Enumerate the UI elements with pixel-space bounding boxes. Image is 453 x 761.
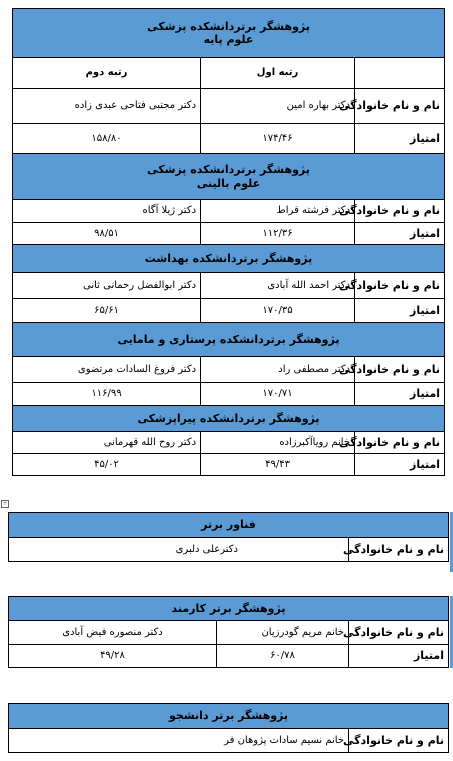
- score-label: امتیاز: [355, 223, 445, 245]
- nursing-score-second: ۱۱۶/۹۹: [13, 383, 201, 406]
- table-move-handle-icon[interactable]: +: [2, 500, 8, 507]
- health-name-second: دکتر ابوالفضل رحمانی ثانی: [13, 273, 201, 299]
- nursing-score-first: ۱۷۰/۷۱: [201, 383, 355, 406]
- technologist-header: فناور برتر: [9, 513, 449, 538]
- paramedical-header: پژوهشگر برتردانشکده پیراپزشکی: [13, 406, 445, 432]
- basic-name-second: دکتر مجتبی فتاحی عبدی زاده: [13, 89, 201, 124]
- basic-score-second: ۱۵۸/۸۰: [13, 124, 201, 154]
- rank-second-label: رتبه دوم: [13, 58, 201, 89]
- basic-score-first: ۱۷۴/۴۶: [201, 124, 355, 154]
- basic-sciences-header: [13, 9, 445, 58]
- technologist-name: دکترعلی دلبری: [9, 538, 349, 562]
- basic-sciences-title: پژوهشگر برتردانشکده پزشکی: [147, 19, 310, 33]
- nursing-header: پژوهشگر برتردانشکده پرستاری و مامایی: [13, 323, 445, 357]
- clinical-score-second: ۹۸/۵۱: [13, 223, 201, 245]
- health-header: پژوهشگر برتردانشکده بهداشت: [13, 245, 445, 273]
- student-name: خانم نسیم سادات پژوهان فر: [9, 729, 349, 753]
- paramedical-score-second: ۴۵/۰۲: [13, 454, 201, 476]
- paramedical-name-second: دکتر روح الله قهرمانی: [13, 432, 201, 454]
- health-name-first: دکتر احمد الله آبادی: [201, 273, 355, 299]
- staff-score-second: ۴۹/۲۸: [9, 645, 217, 668]
- score-label: امتیاز: [355, 383, 445, 406]
- clinical-sciences-subtitle: علوم بالینی: [196, 176, 261, 190]
- health-score-first: ۱۷۰/۳۵: [201, 299, 355, 323]
- basic-name-first: دکتر بهاره امین: [201, 89, 355, 124]
- clinical-score-first: ۱۱۲/۳۶: [201, 223, 355, 245]
- faculty-researchers-table: [12, 8, 445, 476]
- nursing-name-second: دکتر فروغ السادات مرتضوی: [13, 357, 201, 383]
- paramedical-name-first: خانم رویاآکبرزاده: [201, 432, 355, 454]
- basic-sciences-subtitle: علوم پایه: [203, 33, 254, 46]
- name-label: نام و نام خانوادگی: [355, 200, 445, 223]
- staff-header: پژوهشگر برتر کارمند: [9, 597, 449, 621]
- score-label: امتیاز: [355, 299, 445, 323]
- name-label: نام و نام خانوادگی: [349, 621, 449, 645]
- health-score-second: ۶۵/۶۱: [13, 299, 201, 323]
- name-label: نام و نام خانوادگی: [349, 729, 449, 753]
- staff-score-first: ۶۰/۷۸: [217, 645, 349, 668]
- clinical-sciences-header: [13, 154, 445, 200]
- name-label: نام و نام خانوادگی: [349, 538, 449, 562]
- top-student-researcher-table: [8, 703, 449, 753]
- clinical-name-second: دکتر ژیلا آگاه: [13, 200, 201, 223]
- score-label: امتیاز: [355, 124, 445, 154]
- score-label: امتیاز: [355, 454, 445, 476]
- paramedical-score-first: ۴۹/۴۳: [201, 454, 355, 476]
- staff-name-second: دکتر منصوره فیض آبادی: [9, 621, 217, 645]
- name-label: نام و نام خانوادگی: [355, 273, 445, 299]
- clinical-sciences-title: پژوهشگر برتردانشکده پزشکی: [147, 163, 310, 177]
- clinical-name-first: دکتر فرشته قراط: [201, 200, 355, 223]
- score-label: امتیاز: [349, 645, 449, 668]
- name-label: نام و نام خانوادگی: [355, 432, 445, 454]
- name-label: نام و نام خانوادگی: [355, 89, 445, 124]
- top-technologist-table: [8, 512, 449, 562]
- nursing-name-first: دکتر مصطفی راد: [201, 357, 355, 383]
- staff-name-first: خانم مریم گودرزیان: [217, 621, 349, 645]
- top-staff-researcher-table: [8, 596, 449, 668]
- rank-first-label: رتبه اول: [201, 58, 355, 89]
- student-header: پژوهشگر برتر دانشجو: [9, 704, 449, 729]
- rank-blank-cell: [355, 58, 445, 89]
- name-label: نام و نام خانوادگی: [355, 357, 445, 383]
